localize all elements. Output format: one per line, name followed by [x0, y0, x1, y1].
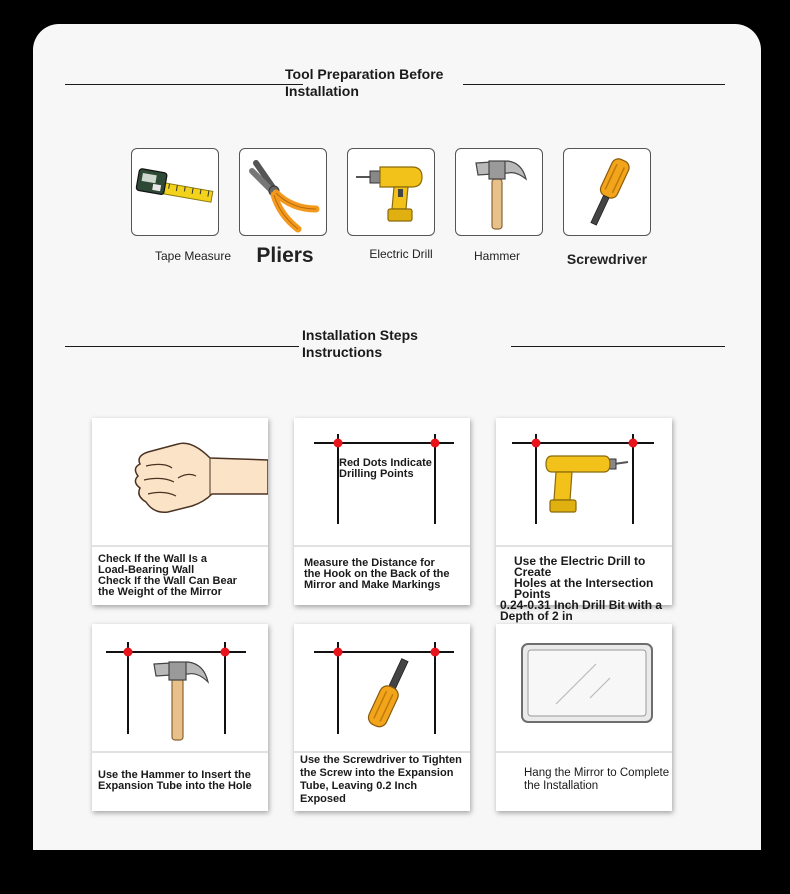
tool-tape-measure	[131, 148, 219, 236]
step-text-2	[304, 558, 472, 591]
electric-drill-icon	[348, 149, 435, 236]
step-separator-1	[92, 545, 268, 547]
step-text-1	[98, 554, 266, 598]
step-text-4	[98, 770, 266, 792]
step-text-6	[524, 767, 692, 793]
step-4-line-2: Expansion Tube into the Hole	[98, 780, 252, 792]
red-dots-grid-icon	[294, 418, 470, 545]
step-card-4	[92, 624, 268, 811]
step-3-line-2: Holes at the Intersection Points	[514, 576, 654, 601]
red-dots-caption-line-2: Drilling Points	[339, 468, 414, 480]
red-dots-caption	[339, 458, 459, 480]
tool-label-hammer: Hammer	[473, 249, 520, 263]
step-2-line-2: the Hook on the Back of the	[304, 568, 450, 580]
drill-grid-icon	[496, 418, 672, 545]
step-1-line-4: the Weight of the Mirror	[98, 586, 222, 598]
pliers-icon	[240, 149, 327, 236]
step-6-line-1: Hang the Mirror to Complete	[524, 767, 670, 779]
tool-label-tape-measure: Tape Measure	[154, 249, 232, 263]
instruction-card	[33, 24, 761, 850]
step-5-line-1: Use the Screwdriver to Tighten	[300, 754, 462, 766]
tools-title-line2: Installation	[285, 83, 359, 99]
tool-label-electric-drill: Electric Drill	[369, 247, 433, 261]
step-card-2	[294, 418, 470, 605]
steps-title-line1: Installation Steps	[302, 327, 418, 343]
tools-divider-right	[463, 84, 725, 85]
step-3-line-1: Use the Electric Drill to Create	[514, 554, 646, 579]
tool-electric-drill	[347, 148, 435, 236]
step-image-1	[92, 418, 268, 545]
step-1-line-3: Check If the Wall Can Bear	[98, 575, 237, 587]
step-image-5	[294, 624, 470, 751]
screwdriver-grid-icon	[294, 624, 470, 751]
step-2-line-1: Measure the Distance for	[304, 557, 435, 569]
hammer-icon	[456, 149, 543, 236]
tools-divider-left	[65, 84, 303, 85]
step-5-line-3: Tube, Leaving 0.2 Inch	[300, 780, 418, 792]
step-text-5	[300, 754, 468, 806]
step-2-line-3: Mirror and Make Markings	[304, 579, 441, 591]
hammer-grid-icon	[92, 624, 268, 751]
step-card-6	[496, 624, 672, 811]
step-6-line-2: the Installation	[524, 780, 599, 792]
step-separator-6	[496, 751, 672, 753]
mirror-icon	[496, 624, 672, 751]
step-4-line-1: Use the Hammer to Insert the	[98, 769, 251, 781]
tool-pliers	[239, 148, 327, 236]
fist-knock-icon	[92, 418, 268, 545]
steps-divider-right	[511, 346, 725, 347]
step-separator-5	[294, 751, 470, 753]
step-1-line-1: Check If the Wall Is a	[98, 553, 208, 565]
step-text-3	[500, 556, 668, 622]
step-image-6	[496, 624, 672, 751]
steps-title-line2: Instructions	[302, 344, 383, 360]
step-image-3	[496, 418, 672, 545]
tool-label-screwdriver: Screwdriver	[566, 251, 648, 267]
tool-screwdriver	[563, 148, 651, 236]
step-image-2	[294, 418, 470, 545]
step-separator-4	[92, 751, 268, 753]
step-3-line-4: Depth of 2 in	[500, 609, 573, 623]
step-separator-2	[294, 545, 470, 547]
step-3-line-3: 0.24-0.31 Inch Drill Bit with a	[500, 598, 663, 612]
steps-divider-left	[65, 346, 299, 347]
step-card-1	[92, 418, 268, 605]
step-separator-3	[496, 545, 672, 547]
step-5-line-4: Exposed	[300, 793, 346, 805]
tools-section-title	[285, 66, 475, 100]
step-card-5	[294, 624, 470, 811]
red-dots-caption-line-1: Red Dots Indicate	[339, 457, 432, 469]
step-card-3	[496, 418, 672, 623]
tape-measure-icon	[132, 149, 219, 236]
screwdriver-icon	[564, 149, 651, 236]
tool-label-pliers: Pliers	[256, 244, 314, 267]
steps-section-title	[302, 327, 472, 361]
step-1-line-2: Load-Bearing Wall	[98, 564, 195, 576]
step-image-4	[92, 624, 268, 751]
tool-hammer	[455, 148, 543, 236]
step-5-line-2: the Screw into the Expansion	[300, 767, 454, 779]
tools-title-line1: Tool Preparation Before	[285, 66, 444, 82]
